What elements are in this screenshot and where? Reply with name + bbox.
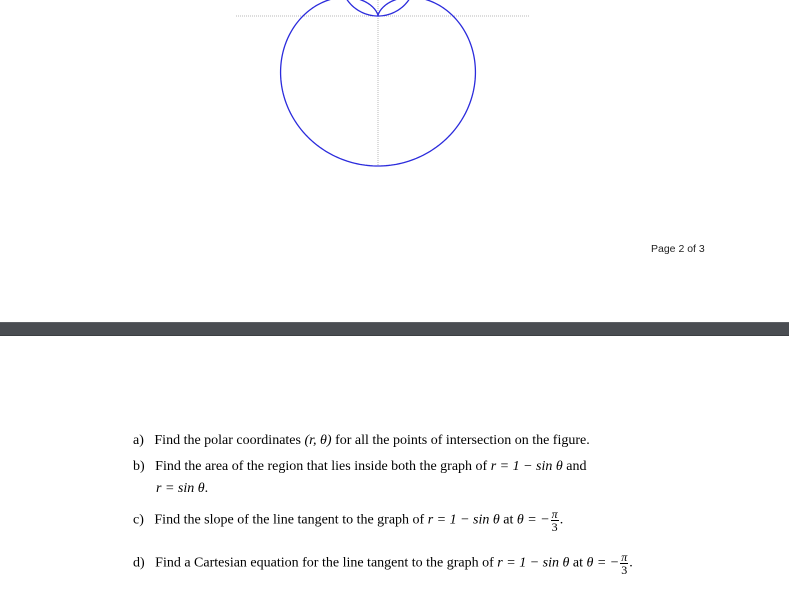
question-c-text-3: . [559,512,564,528]
question-d-math-1: r = 1 − sin θ [497,555,570,571]
question-b-text-3: . [204,481,209,496]
question-d-text-3: . [629,555,633,571]
question-b-math-1: r = 1 − sin θ [490,459,563,474]
question-a [133,433,590,449]
question-c-math-2: θ = − [516,512,550,528]
question-c-text-2: at [503,512,514,528]
question-c [133,508,563,533]
page-number: Page 2 of 3 [651,243,705,255]
question-b-text-2: and [566,459,587,474]
polar-graph-figure [228,0,548,175]
page-separator [0,322,789,336]
question-d-text-2: at [572,555,583,571]
question-d [133,551,633,576]
question-a-text-2: for all the points of intersection on the figure. [335,433,590,448]
question-a-label: a) [133,433,144,448]
question-d-fraction [620,551,628,576]
question-b-text-1: Find the area of the region that lies inside both the graph of [155,459,488,474]
document-page-3 [0,336,789,601]
question-c-text-1: Find the slope of the line tangent to the graph of [154,512,425,528]
question-d-fraction-denominator: 3 [621,563,628,577]
question-c-fraction-denominator: 3 [551,520,558,534]
question-c-fraction [551,508,559,533]
question-c-label: c) [133,512,144,528]
question-a-text-1: Find the polar coordinates [154,433,301,448]
question-d-math-2: θ = − [586,555,620,571]
question-b-label: b) [133,459,145,474]
question-d-text-1: Find a Cartesian equation for the line tangent to the graph of [155,555,494,571]
question-d-fraction-numerator: π [621,550,628,564]
question-c-fraction-numerator: π [551,507,558,521]
question-b-line-2 [156,481,208,497]
question-d-label: d) [133,555,145,571]
question-b-math-2: r = sin θ [156,481,205,496]
question-b-line-1 [133,459,586,475]
question-c-math-1: r = 1 − sin θ [427,512,500,528]
question-a-math-1: (r, θ) [304,433,332,448]
